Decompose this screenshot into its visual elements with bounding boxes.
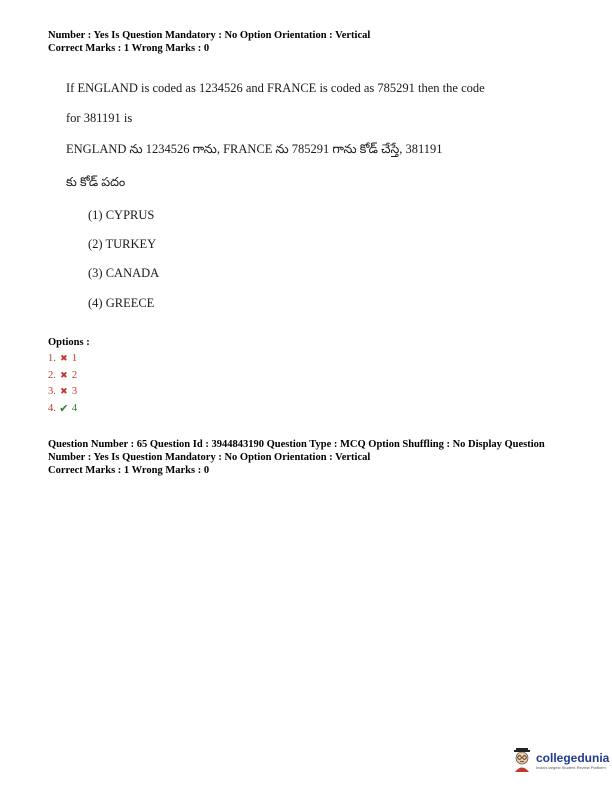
option-value: 3 [71, 386, 78, 397]
cross-icon: ✖ [60, 353, 68, 363]
logo-name: collegedunia [536, 750, 610, 765]
next-question-marks-line: Correct Marks : 1 Wrong Marks : 0 [48, 465, 210, 476]
question-marks-line: Correct Marks : 1 Wrong Marks : 0 [48, 43, 210, 54]
question-text-english-1: If ENGLAND is coded as 1234526 and FRANCE is coded as 785291 then the code [66, 81, 485, 95]
option-number: 2. [48, 370, 56, 381]
cross-icon: ✖ [60, 370, 68, 380]
option-number: 3. [48, 386, 56, 397]
question-text-telugu-1: ENGLAND ను 1234526 గాను, FRANCE ను 785291 గాను కోడ్ చేస్తే, 381191 [66, 142, 443, 156]
option-value: 2 [71, 370, 78, 381]
option-row-3 [48, 386, 77, 397]
option-number: 1. [48, 353, 56, 364]
checkmark-icon: ✔ [59, 403, 69, 415]
option-row-2 [48, 370, 77, 381]
question-meta-line-1: Number : Yes Is Question Mandatory : No Option Orientation : Vertical [48, 30, 371, 41]
choice-4: (4) GREECE [88, 296, 155, 310]
option-value: 4 [71, 403, 78, 414]
next-question-meta-line-2: Number : Yes Is Question Mandatory : No Option Orientation : Vertical [48, 452, 371, 463]
choice-3: (3) CANADA [88, 266, 160, 280]
options-heading: Options : [48, 337, 90, 348]
student-mascot-icon [512, 747, 532, 773]
choice-1: (1) CYPRUS [88, 208, 155, 222]
option-row-4 [48, 402, 77, 415]
cross-icon: ✖ [60, 386, 68, 396]
option-row-1 [48, 353, 77, 364]
logo-tagline: India's largest Student Review Platform [536, 764, 606, 770]
option-value: 1 [71, 353, 78, 364]
question-text-english-2: for 381191 is [66, 111, 133, 125]
choice-2: (2) TURKEY [88, 237, 157, 251]
option-number: 4. [48, 403, 56, 414]
next-question-meta-line-1: Question Number : 65 Question Id : 3944843190 Question Type : MCQ Option Shuffling : No Display Question [48, 439, 545, 450]
collegedunia-logo [512, 747, 609, 773]
question-text-telugu-2: కు కోడ్ పదం [66, 175, 126, 189]
